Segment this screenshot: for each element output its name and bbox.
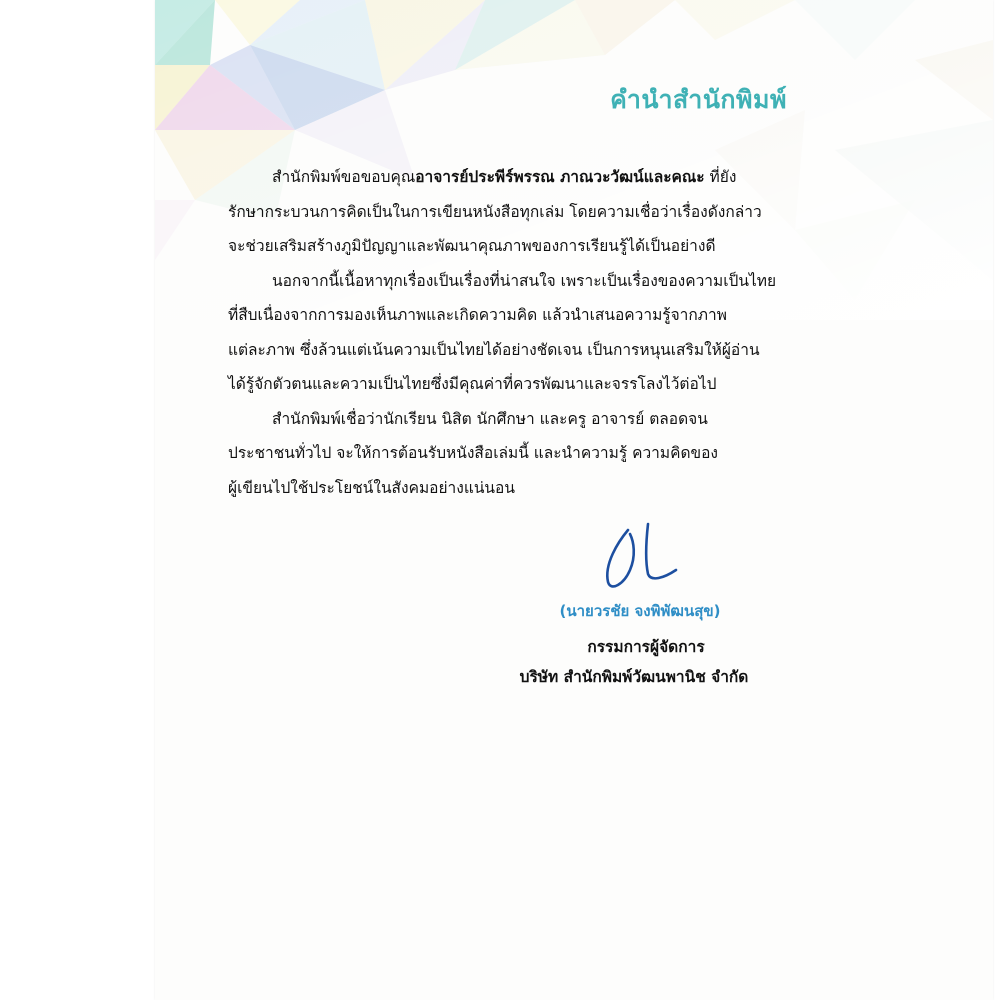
paragraph-line: แต่ละภาพ ซึ่งล้วนแต่เน้นความเป็นไทยได้อย่างชัดเจน เป็นการหนุนเสริมให้ผู้อ่าน: [228, 340, 760, 359]
paragraph-line: รักษากระบวนการคิดเป็นในการเขียนหนังสือทุกเล่ม โดยความเชื่อว่าเรื่องดังกล่าว: [228, 202, 762, 221]
paragraph-line: สำนักพิมพ์เชื่อว่านักเรียน นิสิต นักศึกษา และครู อาจารย์ ตลอดจน: [272, 409, 708, 428]
text-run: ที่ยัง: [704, 168, 737, 186]
paragraph-line: นอกจากนี้เนื้อหาทุกเรื่องเป็นเรื่องที่น่าสนใจ เพราะเป็นเรื่องของความเป็นไทย: [272, 271, 777, 290]
paragraph-line: ที่สืบเนื่องจากการมองเห็นภาพและเกิดความคิด แล้วนำเสนอความรู้จากภาพ: [228, 306, 727, 324]
paragraph-line: ผู้เขียนไปใช้ประโยชน์ในสังคมอย่างแน่นอน: [228, 478, 515, 497]
signatory-position: กรรมการผู้จัดการ: [587, 638, 705, 656]
handwritten-signature: [590, 512, 710, 592]
author-name: อาจารย์ประพีร์พรรณ ภาณวะวัฒน์และคณะ: [415, 168, 705, 186]
preface-body: [228, 160, 777, 505]
paragraph-line: ประชาชนทั่วไป จะให้การต้อนรับหนังสือเล่มนี้ และนำความรู้ ความคิดของ: [228, 444, 718, 462]
paragraph-line: จะช่วยเสริมสร้างภูมิปัญญาและพัฒนาคุณภาพของการเรียนรู้ได้เป็นอย่างดี: [228, 237, 716, 255]
company-name: บริษัท สำนักพิมพ์วัฒนพานิช จำกัด: [519, 668, 749, 686]
signature-block: [490, 596, 790, 692]
paragraph-1: [228, 160, 774, 264]
text-run: สำนักพิมพ์ขอขอบคุณ: [272, 168, 416, 186]
signatory-name: (นายวรชัย จงพิพัฒนสุข): [559, 602, 721, 620]
paragraph-3: [228, 402, 774, 506]
paragraph-2: [228, 264, 777, 402]
paragraph-line: [228, 160, 774, 195]
paragraph-line: ได้รู้จักตัวตนและความเป็นไทยซึ่งมีคุณค่าที่ควรพัฒนาและจรรโลงไว้ต่อไป: [228, 375, 717, 393]
page-title: คำนำสำนักพิมพ์: [610, 85, 787, 114]
